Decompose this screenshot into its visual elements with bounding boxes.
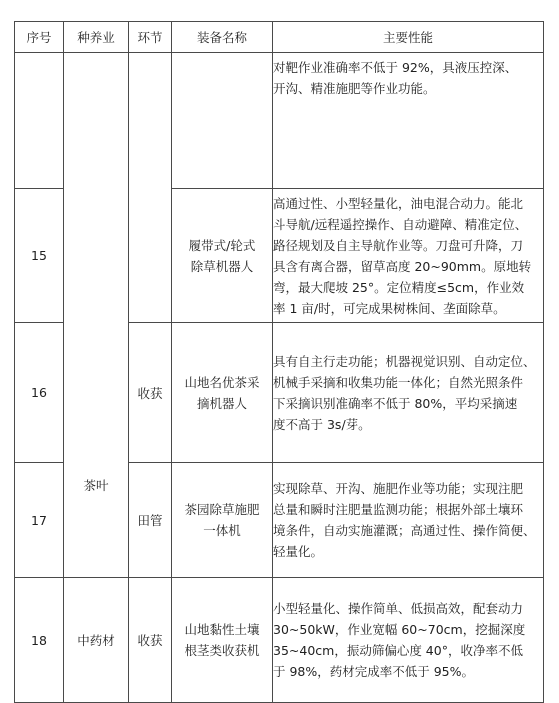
- row-number-cell: 15: [15, 189, 64, 323]
- performance-cell: 高通过性、小型轻量化，油电混合动力。能北 斗导航/远程遥控操作、自动避障、精准定位、 路径规划及自主导航作业等。刀盘可升降，刀 具含有离合器，留草高度 20~90mm。原地转 弯，最大爬坡 25°。定位精度≤5cm，作业效 率 1 亩/时，可完成果树株间、垄面除草。: [273, 189, 544, 323]
- industry-cell: 中药材: [64, 578, 129, 703]
- table-row: [15, 53, 544, 189]
- industry-cell-merged: 茶叶: [64, 53, 129, 578]
- equipment-name-cell: 茶园除草施肥 一体机: [172, 463, 273, 578]
- equipment-name-cell: 履带式/轮式 除草机器人: [172, 189, 273, 323]
- stage-cell: [129, 53, 172, 323]
- header-stage: 环节: [129, 22, 172, 53]
- equipment-spec-table: [14, 21, 544, 703]
- performance-cell: 具有自主行走功能；机器视觉识别、自动定位、 机械手采摘和收集功能一体化；自然光照条件 下采摘识别准确率不低于 80%，平均采摘速 度不高于 3s/芽。: [273, 323, 544, 463]
- row-number-cell: 17: [15, 463, 64, 578]
- equipment-name-cell: 山地名优茶采 摘机器人: [172, 323, 273, 463]
- performance-cell: 对靶作业准确率不低于 92%，具液压控深、 开沟、精准施肥等作业功能。: [273, 53, 544, 189]
- row-number-cell: 16: [15, 323, 64, 463]
- row-number-cell: 18: [15, 578, 64, 703]
- header-industry: 种养业: [64, 22, 129, 53]
- equipment-name-cell: [172, 53, 273, 189]
- header-equipment-name: 装备名称: [172, 22, 273, 53]
- header-no: 序号: [15, 22, 64, 53]
- performance-cell: 实现除草、开沟、施肥作业等功能；实现注肥 总量和瞬时注肥量监测功能；根据外部土壤环 境条件，自动实施灌溉；高通过性、操作简便、 轻量化。: [273, 463, 544, 578]
- stage-cell: 收获: [129, 323, 172, 463]
- row-number-cell: [15, 53, 64, 189]
- table-header-row: [15, 22, 544, 53]
- equipment-name-cell: 山地黏性土壤 根茎类收获机: [172, 578, 273, 703]
- header-main-performance: 主要性能: [273, 22, 544, 53]
- stage-cell: 田管: [129, 463, 172, 578]
- table-row: [15, 578, 544, 703]
- performance-cell: 小型轻量化、操作简单、低损高效，配套动力 30~50kW，作业宽幅 60~70cm，挖掘深度 35~40cm，振动筛偏心度 40°，收净率不低 于 98%，药材完成率不低于 95%。: [273, 578, 544, 703]
- stage-cell: 收获: [129, 578, 172, 703]
